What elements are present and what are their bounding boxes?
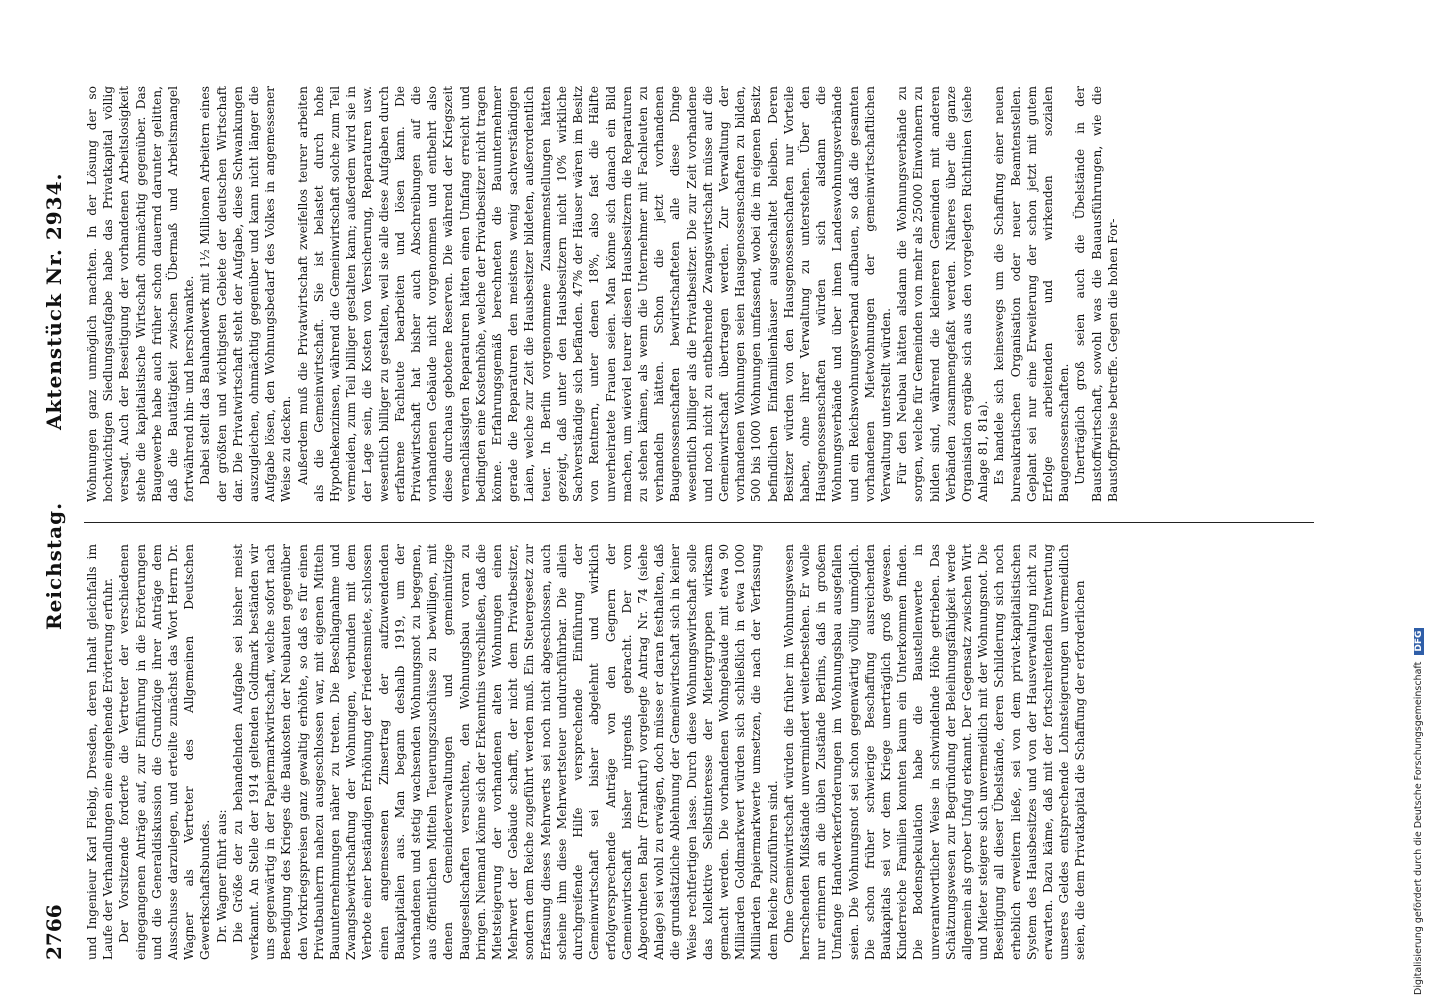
paragraph: und Ingenieur Karl Fiebig, Dresden, deren Inhalt gleichfalls im Laufe der Verhandlungen eine eingehende Erörterung erfuhr.: [85, 544, 116, 960]
header-document-number: Aktenstück Nr. 2934.: [42, 172, 66, 430]
header-chamber: Reichstag.: [42, 501, 66, 630]
right-column: [84, 86, 1374, 502]
column-divider: [84, 522, 1314, 523]
paragraph: Der Vorsitzende forderte die Vertreter der verschiedenen eingegangenen Anträge auf, zur Einführung in die Erörterungen und die Generaldiskussion die Grundzüge ihrer Anträge dem Ausschusse darzulegen, und erteilte zunächst das Wort Herrn Dr. Wagner als Vertreter des Allgemeinen Deutschen Gewerkschaftsbundes.: [117, 544, 213, 960]
digitization-credit: [1413, 5, 1429, 995]
paragraph: Ohne Gemeinwirtschaft würden die früher im Wohnungswesen herrschenden Mißstände unvermindert weiterbestehen. Er wolle nur erinnern an die üblen Zustände Berlins, daß in großem Umfange Handwerkerforderungen im Wohnungsbau ausgefallen seien. Die Wohnungsnot sei schon gegenwärtig völlig unmöglich. Die schon früher schwierige Beschaffung ausreichenden Baukapitals sei vor dem Kriege unerträglich groß gewesen. Kinderreiche Familien konnten kaum ein Unterkommen finden. Die Bodenspekulation habe die Baustellenwerte in unverantwortlicher Weise in schwindelnde Höhe getrieben. Das Schätzungswesen zur Begründung der Beleihungsfähigkeit werde allgemein als grober Unfug erkannt. Der Gegensatz zwischen Wirt und Mieter steigere sich unvermeidlich mit der Wohnungsnot. Die Beseitigung all dieser Übelstände, deren Schilderung sich noch erheblich erweitern ließe, sei von dem privat-kapitalistischen System des Hausbesitzes und von der Hausverwaltung nicht zu erwarten. Dazu käme, daß mit der fortschreitenden Entwertung unseres Geldes entsprechende Lohnsteigerungen unvermeidlich seien, die dem Privatkapital die Schaffung der erforderlichen: [781, 544, 1088, 960]
paragraph: Außerdem muß die Privatwirtschaft zweifellos teurer arbeiten als die Gemeinwirtschaft. Sie ist belastet durch hohe Hypothekenzinsen, während die Gemeinwirtschaft solche zum Teil vermeiden, zum Teil billiger gestalten kann; außerdem wird sie in der Lage sein, die Kosten von Versicherung, Reparaturen usw. wesentlich billiger zu gestalten, weil sie alle diese Aufgaben durch erfahrene Fachleute bearbeiten und lösen kann. Die Privatwirtschaft hat bisher auch Abschreibungen auf die vorhandenen Gebäude nicht vorgenommen und entbehrt also diese durchaus gebotene Reserven. Die während der Kriegszeit vernachlässigten Reparaturen hätten einen Umfang erreicht und bedingten eine Kostenhöhe, welche der Privatbesitzer nicht tragen könne. Erfahrungsgemäß berechneten die Bauunternehmer gerade die Reparaturen den meistens wenig sachverständigen Laien, welche zur Zeit die Hausbesitzer bildeten, außerordentlich teuer. In Berlin vorgenommene Zusammenstellungen hätten gezeigt, daß unter den Hausbesitzern nicht 10% wirkliche Sachverständige sich befänden. 47% der Häuser wären im Besitz von Rentnern, unter denen 18%, also fast die Hälfte unverheiratete Frauen seien. Man könne sich danach ein Bild machen, um wieviel teurer diesen Hausbesitzern die Reparaturen zu stehen kämen, als wenn die Unternehmer mit Fachleuten zu verhandeln hätten. Schon die jetzt vorhandenen Baugenossenschaften bewirtschafteten alle diese Dinge wesentlich billiger als die Privatbesitzer. Die zur Zeit vorhandene und noch nicht zu entbehrende Zwangswirtschaft müsse auf die Gemeinwirtschaft übertragen werden. Zur Verwaltung der vorhandenen Wohnungen seien Hausgenossenschaften zu bilden, 500 bis 1000 Wohnungen umfassend, wobei die im eigenen Besitz befindlichen Einfamilienhäuser ausgeschaltet bleiben. Deren Besitzer würden von den Hausgenossenschaften nur Vorteile haben, ohne ihrer Verwaltung zu unterstehen. Über den Hausgenossenschaften würden sich alsdann die Wohnungsverbände und über ihnen Landeswohnungsverbände und ein Reichswohnungsverband aufbauen, so daß die gesamten vorhandenen Mietwohnungen der gemeinwirtschaftlichen Verwaltung unterstellt würden.: [295, 86, 893, 502]
paragraph: Unerträglich groß seien auch die Übelstände in der Baustoffwirtschaft, sowohl was die Bauausführungen, wie die Baustoffpreise betreffe. Gegen die hohen For-: [1073, 86, 1120, 502]
left-column: [84, 544, 1374, 960]
running-header: [40, 80, 74, 960]
credit-text: Digitalisierung gefördert durch die Deutsche Forschungsgemeinschaft: [1413, 661, 1424, 995]
paragraph: Wohnungen ganz unmöglich machten. In der Lösung der so hochwichtigen Siedlungsaufgabe habe das Privatkapital völlig versagt. Auch der Beseitigung der vorhandenen Arbeitslosigkeit stehe die kapitalistische Wirtschaft ohnmächtig gegenüber. Das Baugewerbe habe auch früher schon dauernd darunter gelitten, daß die Bautätigkeit zwischen Übermaß und Arbeitsmangel fortwährend hin- und herschwankte.: [85, 86, 197, 502]
paragraph: Dr. Wagner führt aus:: [214, 809, 229, 943]
page-number: 2766: [42, 904, 66, 960]
paragraph: Es handele sich keineswegs um die Schaffung einer neuen bureaukratischen Organisation oder neuer Beamtenstellen. Geplant sei nur eine Erweiterung der schon jetzt mit gutem Erfolge arbeitenden und wirkenden sozialen Baugenossenschaften.: [992, 86, 1072, 502]
paragraph: Für den Neubau hätten alsdann die Wohnungsverbände zu sorgen, welche für Gemeinden von mehr als 25000 Einwohnern zu bilden sind, während die kleineren Gemeinden mit anderen Verbänden zusammengefaßt werden. Näheres über die ganze Organisation ergäbe sich aus den vorgelegten Richtlinien (siehe Anlage 81, 81a).: [895, 86, 991, 502]
rotated-page-content: [40, 80, 1380, 960]
paragraph: Die Größe der zu behandelnden Aufgabe sei bisher meist verkannt. An Stelle der 1914 geltenden Goldmark beständen wir uns gegenwärtig in der Papiermarkwirtschaft, welche sofort nach Beendigung des Krieges die Baukosten der Neubauten gegenüber den Vorkriegspreisen ganz gewaltig erhöhte, so daß es für einen Privatbauherrn nahezu ausgeschlossen war, mit eigenen Mitteln Bauunternehmungen näher zu treten. Die Beschlagnahme und Zwangsbewirtschaftung der Wohnungen, verbunden mit dem Verbote einer beständigen Erhöhung der Friedensmiete, schlossen einen angemessenen Zinsertrag der aufzuwendenden Baukapitalien aus. Man begann deshalb 1919, um der vorhandenen und stetig wachsenden Wohnungsnot zu begegnen, aus öffentlichen Mitteln Teuerungszuschüsse zu bewilligen, mit denen Gemeindeverwaltungen und gemeinnützige Baugesellschaften versuchten, den Wohnungsbau voran zu bringen. Niemand könne sich der Erkenntnis verschließen, daß die Mietsteigerung der vorhandenen alten Wohnungen einen Mehrwert der Gebäude schafft, der nicht dem Privatbesitzer, sondern dem Reiche zugeführt werden muß. Ein Steuergesetz zur Erfassung dieses Mehrwerts sei noch nicht abgeschlossen, auch scheine ihm diese Mehrwertsteuer undurchführbar. Die allein durchgreifende Hilfe versprechende Einführung der Gemeinwirtschaft sei bisher abgelehnt und wirklich erfolgversprechende Anträge von den Gegnern der Gemeinwirtschaft bisher nirgends gebracht. Der vom Abgeordneten Bahr (Frankfurt) vorgelegte Antrag Nr. 74 (siehe Anlage) sei wohl zu erwägen, doch müsse er daran festhalten, daß die grundsätzliche Ablehnung der Gemeinwirtschaft sich in keiner Weise rechtfertigen lasse. Durch diese Wohnungswirtschaft solle das kollektive Selbstinteresse der Mietergruppen wirksam gemacht werden. Die vorhandenen Wohngebäude mit etwa 90 Milliarden Goldmarkwert würden sich schließlich in etwa 1000 Milliarden Papiermarkwerte umsetzen, die nach der Verfassung dem Reiche zuzuführen sind.: [230, 544, 780, 960]
paragraph: Dabei stellt das Bauhandwerk mit 1½ Millionen Arbeitern eines der größten und wichtigsten Gebiete der deutschen Wirtschaft dar. Die Privatwirtschaft steht der Aufgabe, diese Schwankungen auszugleichen, ohnmächtig gegenüber und kann nicht länger die Aufgabe lösen, den Wohnungsbedarf des Volkes in angemessener Weise zu decken.: [198, 86, 294, 502]
dfg-logo: DFG: [1414, 628, 1424, 655]
